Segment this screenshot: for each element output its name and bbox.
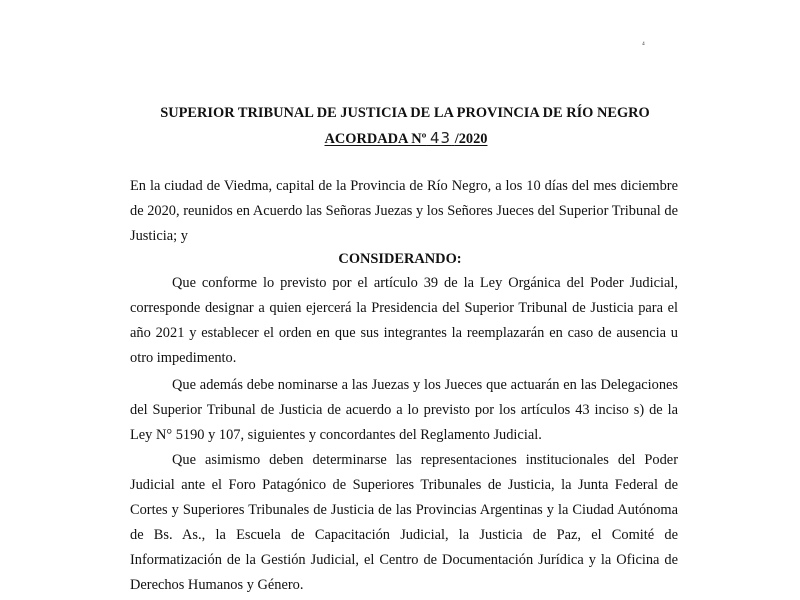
intro-paragraph: En la ciudad de Viedma, capital de la Provincia de Río Negro, a los 10 días del mes diciembre de 2020, reunidos en Acuerdo las Señoras Juezas y los Señores Jueces del Superior Tribunal de Justicia; y [130, 178, 678, 244]
tribunal-title: SUPERIOR TRIBUNAL DE JUSTICIA DE LA PROVINCIA DE RÍO NEGRO [160, 105, 650, 121]
acordada-number: 43 [430, 129, 452, 147]
considerando-paragraph-3: Que asimismo deben determinarse las representaciones institucionales del Poder Judicial ante el Foro Patagónico de Superiores Tribunales de Justicia, la Junta Federal de Cortes y Superiores Tribunales de Justicia de las Provincias Argentinas y la Ciudad Autónoma de Bs. As., la Escuela de Capacitación Judicial, la Justicia de Paz, el Comité de Informatización de la Gestión Judicial, el Centro de Documentación Jurídica y la Oficina de Derechos Humanos y Género. [130, 452, 678, 593]
considerando-heading: CONSIDERANDO: [338, 251, 462, 267]
acordada-year: /2020 [454, 131, 488, 147]
acordada-prefix: ACORDADA Nº [324, 131, 427, 147]
corner-mark: ⁴ [642, 40, 645, 49]
considerando-paragraph-1: Que conforme lo previsto por el artículo 39 de la Ley Orgánica del Poder Judicial, corresponde designar a quien ejercerá la Presidencia del Superior Tribunal de Justicia para el año 2021 y establecer el orden en que sus integrantes la reemplazarán en caso de ausencia u otro impedimento. [130, 275, 678, 366]
acordada-line [325, 131, 488, 147]
acordada-title [6, 128, 800, 149]
considerando-paragraph-2: Que además debe nominarse a las Juezas y los Jueces que actuarán en las Delegaciones del Superior Tribunal de Justicia de acuerdo a lo previsto por los artículos 43 inciso s) de la Ley N° 5190 y 107, siguientes y concordantes del Reglamento Judicial. [130, 377, 678, 443]
